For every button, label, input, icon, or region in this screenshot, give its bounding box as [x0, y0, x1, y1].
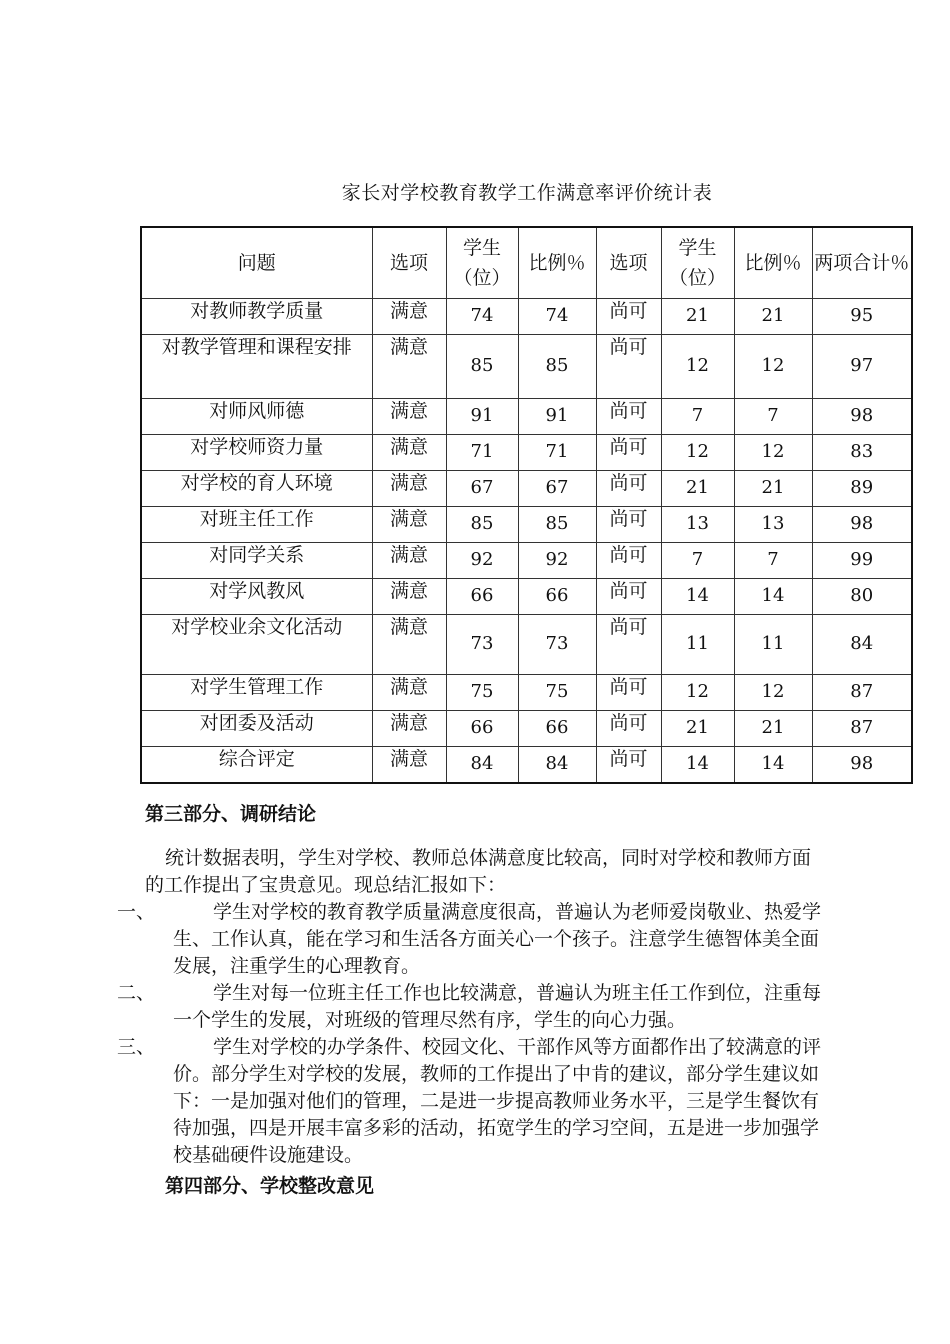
- value-cell: 84: [518, 747, 596, 783]
- table-row: [141, 299, 912, 335]
- column-header: 选项: [372, 227, 446, 299]
- value-cell: 66: [518, 579, 596, 615]
- option-cell: 满意: [372, 675, 446, 711]
- question-cell: 综合评定: [141, 747, 372, 783]
- value-cell: 73: [518, 615, 596, 675]
- value-cell: 7: [734, 399, 812, 435]
- question-cell: 对教师教学质量: [141, 299, 372, 335]
- table-body: [141, 299, 912, 783]
- conclusion-item-3: [117, 1034, 825, 1169]
- value-cell: 11: [661, 615, 734, 675]
- value-cell: 98: [812, 747, 912, 783]
- table-row: [141, 615, 912, 675]
- value-cell: 74: [518, 299, 596, 335]
- value-cell: 13: [734, 507, 812, 543]
- option-cell: 尚可: [596, 579, 661, 615]
- item-marker: 三、: [117, 1036, 156, 1058]
- value-cell: 85: [446, 335, 518, 399]
- value-cell: 99: [812, 543, 912, 579]
- value-cell: 21: [734, 711, 812, 747]
- option-cell: 尚可: [596, 507, 661, 543]
- option-cell: 尚可: [596, 747, 661, 783]
- question-cell: 对教学管理和课程安排: [141, 335, 372, 399]
- table-row: [141, 675, 912, 711]
- option-cell: 满意: [372, 747, 446, 783]
- table-row: [141, 399, 912, 435]
- value-cell: 75: [518, 675, 596, 711]
- value-cell: 21: [661, 299, 734, 335]
- option-cell: 尚可: [596, 711, 661, 747]
- value-cell: 12: [661, 675, 734, 711]
- column-header: 选项: [596, 227, 661, 299]
- value-cell: 21: [661, 711, 734, 747]
- value-cell: 74: [446, 299, 518, 335]
- value-cell: 14: [734, 579, 812, 615]
- value-cell: 12: [734, 675, 812, 711]
- value-cell: 11: [734, 615, 812, 675]
- option-cell: 尚可: [596, 335, 661, 399]
- section4-heading: 第四部分、学校整改意见: [165, 1175, 375, 1197]
- option-cell: 满意: [372, 335, 446, 399]
- option-cell: 满意: [372, 471, 446, 507]
- option-cell: 尚可: [596, 543, 661, 579]
- option-cell: 满意: [372, 507, 446, 543]
- value-cell: 21: [734, 299, 812, 335]
- value-cell: 14: [661, 747, 734, 783]
- option-cell: 尚可: [596, 399, 661, 435]
- value-cell: 87: [812, 711, 912, 747]
- value-cell: 92: [518, 543, 596, 579]
- option-cell: 满意: [372, 399, 446, 435]
- column-header: 问题: [141, 227, 372, 299]
- question-cell: 对师风师德: [141, 399, 372, 435]
- value-cell: 12: [734, 335, 812, 399]
- conclusion-item-1: [117, 899, 825, 980]
- table-row: [141, 579, 912, 615]
- value-cell: 21: [661, 471, 734, 507]
- value-cell: 89: [812, 471, 912, 507]
- column-header: 比例％: [518, 227, 596, 299]
- section3-intro: 统计数据表明，学生对学校、教师总体满意度比较高，同时对学校和教师方面的工作提出了宝贵意见。现总结汇报如下：: [145, 847, 812, 896]
- value-cell: 84: [812, 615, 912, 675]
- value-cell: 98: [812, 399, 912, 435]
- item-marker: 一、: [117, 901, 156, 923]
- table-row: [141, 507, 912, 543]
- value-cell: 84: [446, 747, 518, 783]
- value-cell: 14: [661, 579, 734, 615]
- section3-heading: 第三部分、调研结论: [145, 803, 317, 825]
- item-text: 学生对学校的办学条件、校园文化、干部作风等方面都作出了较满意的评价。部分学生对学校的发展，教师的工作提出了中肯的建议，部分学生建议如下：一是加强对他们的管理，二是进一步提高教师业务水平，三是学生餐饮有待加强，四是开展丰富多彩的活动，拓宽学生的学习空间，五是进一步加强学校基础硬件设施建设。: [173, 1036, 822, 1166]
- option-cell: 尚可: [596, 299, 661, 335]
- value-cell: 12: [661, 335, 734, 399]
- value-cell: 7: [661, 543, 734, 579]
- value-cell: 97: [812, 335, 912, 399]
- item-text: 学生对每一位班主任工作也比较满意，普遍认为班主任工作到位，注重每一个学生的发展，对班级的管理尽然有序，学生的向心力强。: [173, 982, 822, 1031]
- option-cell: 尚可: [596, 675, 661, 711]
- question-cell: 对学校师资力量: [141, 435, 372, 471]
- question-cell: 对同学关系: [141, 543, 372, 579]
- conclusion-item-2: [117, 980, 825, 1034]
- option-cell: 满意: [372, 435, 446, 471]
- column-header: 学生（位）: [446, 227, 518, 299]
- value-cell: 83: [812, 435, 912, 471]
- value-cell: 14: [734, 747, 812, 783]
- column-header: 两项合计％: [812, 227, 912, 299]
- option-cell: 满意: [372, 543, 446, 579]
- value-cell: 71: [446, 435, 518, 471]
- value-cell: 75: [446, 675, 518, 711]
- item-marker: 二、: [117, 982, 156, 1004]
- option-cell: 尚可: [596, 615, 661, 675]
- value-cell: 85: [518, 335, 596, 399]
- value-cell: 80: [812, 579, 912, 615]
- table-header-row: [141, 227, 912, 299]
- table-row: [141, 471, 912, 507]
- table-title: 家长对学校教育教学工作满意率评价统计表: [341, 182, 713, 204]
- table-row: [141, 711, 912, 747]
- question-cell: 对团委及活动: [141, 711, 372, 747]
- value-cell: 92: [446, 543, 518, 579]
- question-cell: 对学风教风: [141, 579, 372, 615]
- question-cell: 对学生管理工作: [141, 675, 372, 711]
- value-cell: 73: [446, 615, 518, 675]
- value-cell: 21: [734, 471, 812, 507]
- section3-body: [117, 845, 825, 1169]
- option-cell: 尚可: [596, 471, 661, 507]
- value-cell: 12: [661, 435, 734, 471]
- value-cell: 66: [446, 711, 518, 747]
- question-cell: 对学校的育人环境: [141, 471, 372, 507]
- table-row: [141, 335, 912, 399]
- value-cell: 98: [812, 507, 912, 543]
- value-cell: 85: [518, 507, 596, 543]
- option-cell: 满意: [372, 615, 446, 675]
- value-cell: 91: [518, 399, 596, 435]
- satisfaction-table: [140, 226, 913, 784]
- column-header: 学生（位）: [661, 227, 734, 299]
- value-cell: 12: [734, 435, 812, 471]
- table-row: [141, 435, 912, 471]
- option-cell: 满意: [372, 711, 446, 747]
- value-cell: 87: [812, 675, 912, 711]
- table-row: [141, 543, 912, 579]
- value-cell: 66: [518, 711, 596, 747]
- option-cell: 满意: [372, 299, 446, 335]
- value-cell: 7: [661, 399, 734, 435]
- option-cell: 满意: [372, 579, 446, 615]
- value-cell: 95: [812, 299, 912, 335]
- question-cell: 对班主任工作: [141, 507, 372, 543]
- value-cell: 13: [661, 507, 734, 543]
- value-cell: 71: [518, 435, 596, 471]
- value-cell: 85: [446, 507, 518, 543]
- value-cell: 67: [446, 471, 518, 507]
- table-row: [141, 747, 912, 783]
- column-header: 比例％: [734, 227, 812, 299]
- value-cell: 91: [446, 399, 518, 435]
- question-cell: 对学校业余文化活动: [141, 615, 372, 675]
- value-cell: 66: [446, 579, 518, 615]
- item-text: 学生对学校的教育教学质量满意度很高，普遍认为老师爱岗敬业、热爱学生、工作认真，能在学习和生活各方面关心一个孩子。注意学生德智体美全面发展，注重学生的心理教育。: [173, 901, 822, 977]
- value-cell: 7: [734, 543, 812, 579]
- value-cell: 67: [518, 471, 596, 507]
- option-cell: 尚可: [596, 435, 661, 471]
